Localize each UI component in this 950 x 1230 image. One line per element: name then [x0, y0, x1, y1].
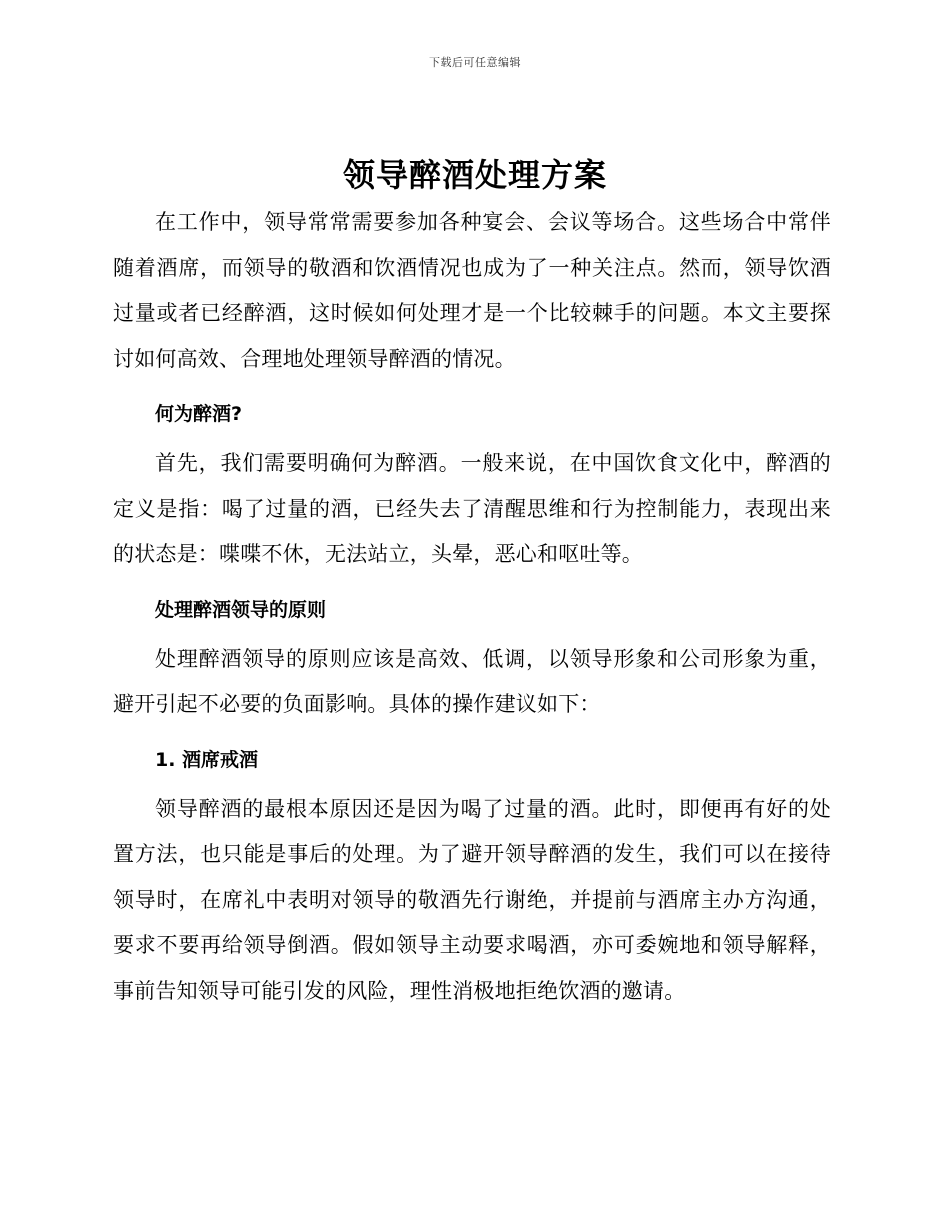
intro-paragraph: 在工作中，领导常常需要参加各种宴会、会议等场合。这些场合中常伴随着酒席，而领导的敬酒和饮酒情况也成为了一种关注点。然而，领导饮酒过量或者已经醉酒，这时候如何处理才是一个比较棘手的问题。本文主要探讨如何高效、合理地处理领导醉酒的情况。	[113, 210, 831, 371]
header-note: 下载后可任意编辑	[429, 56, 521, 69]
section-heading-what-is-drunk: 何为醉酒?	[155, 403, 243, 425]
document-body	[113, 200, 831, 1014]
section-heading-abstain: 1. 酒席戒酒	[155, 748, 259, 771]
document-title: 领导醉酒处理方案	[342, 156, 607, 194]
definition-paragraph: 首先，我们需要明确何为醉酒。一般来说，在中国饮食文化中，醉酒的定义是指：喝了过量的酒，已经失去了清醒思维和行为控制能力，表现出来的状态是：喋喋不休，无法站立，头晕，恶心和呕吐等。	[113, 451, 831, 566]
principles-paragraph: 处理醉酒领导的原则应该是高效、低调，以领导形象和公司形象为重，避开引起不必要的负面影响。具体的操作建议如下：	[113, 646, 831, 716]
abstain-paragraph: 领导醉酒的最根本原因还是因为喝了过量的酒。此时，即便再有好的处置方法，也只能是事后的处理。为了避开领导醉酒的发生，我们可以在接待领导时，在席礼中表明对领导的敬酒先行谢绝，并提前与酒席主办方沟通，要求不要再给领导倒酒。假如领导主动要求喝酒，亦可委婉地和领导解释，事前告知领导可能引发的风险，理性消极地拒绝饮酒的邀请。	[113, 796, 831, 1003]
section-heading-principles: 处理醉酒领导的原则	[155, 598, 327, 621]
